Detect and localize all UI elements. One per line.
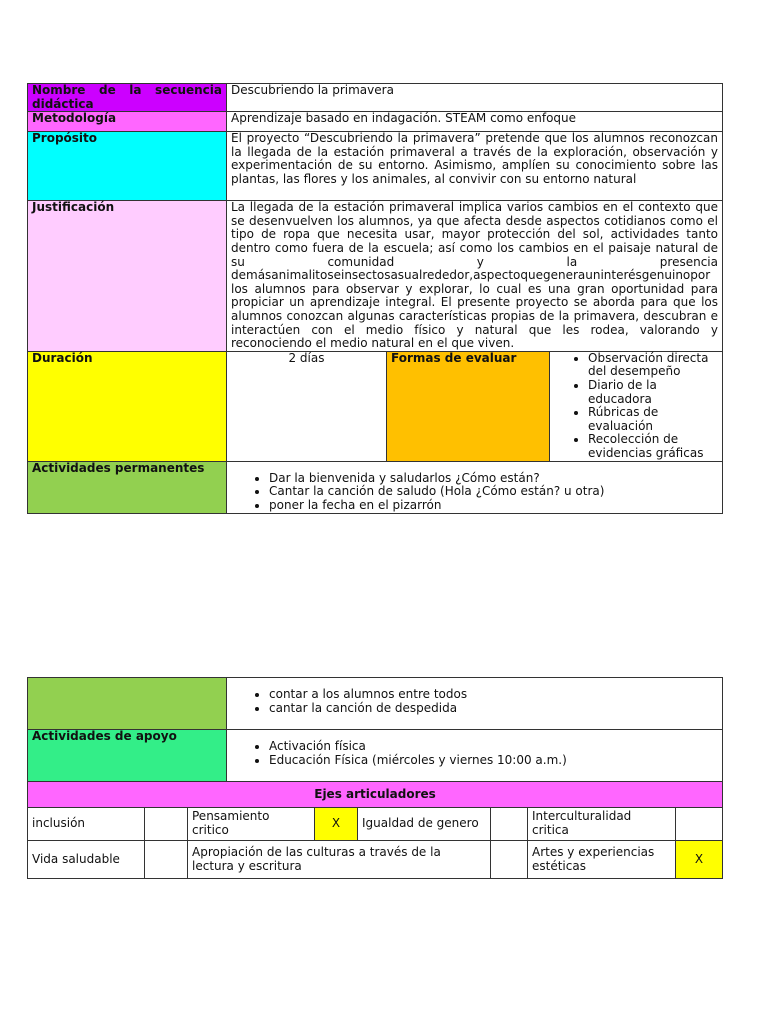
axes-header: Ejes articuladores [28, 782, 723, 808]
justification-value: La llegada de la estación primaveral implica varios cambios en el contexto que se desenvuelven los alumnos, ya que afecta desde aspectos cotidianos como el tipo de ropa que necesita usar, mayor protección del sol, actividades tanto dentro como fuera de la escuela; así como los cambios en el paisaje natural de su comunidad y la presencia demásanimalitoseinsectosasualrededor,aspectoquegenerauninterésgenuinopor los alumnos para observar y explorar, lo cual es una gran oportunidad para propiciar un aprendizaje integral. El presente proyecto se aborda para que los alumnos conozcan algunas características propias de la primavera, descubran e interactúen con el medio físico y natural que les rodea, valorando y reconociendo el medio natural en el que viven. [227, 201, 723, 352]
axis-interculturality-mark [676, 808, 723, 841]
axis-gender-equality-mark [491, 808, 528, 841]
sequence-table [27, 83, 723, 514]
list-item: • contar a los alumnos entre todos [269, 688, 718, 702]
list-item: • Observación directa del desempeño [588, 352, 718, 379]
permanent-activities-cell [227, 461, 723, 513]
support-group-a-list [231, 688, 718, 715]
axis-healthy-life-mark [145, 841, 188, 879]
duration-label: Duración [28, 351, 227, 461]
axis-healthy-life: Vida saludable [28, 841, 145, 879]
sequence-name-label: Nombre de la secuencia didáctica [28, 84, 227, 112]
list-item: • Diario de la educadora [588, 379, 718, 406]
list-item: • poner la fecha en el pizarrón [269, 499, 718, 513]
list-item: • Cantar la canción de saludo (Hola ¿Cómo están? u otra) [269, 485, 718, 499]
axis-inclusion-mark [145, 808, 188, 841]
permanent-activities-list [231, 472, 718, 513]
list-item: • Activación física [269, 740, 718, 754]
list-item: • Dar la bienvenida y saludarlos ¿Cómo están? [269, 472, 718, 486]
support-group-b-cell [227, 730, 723, 782]
sequence-name-value: Descubriendo la primavera [227, 84, 723, 112]
list-item: • cantar la canción de despedida [269, 702, 718, 716]
axis-inclusion: inclusión [28, 808, 145, 841]
list-item: • Recolección de evidencias gráficas [588, 433, 718, 460]
method-value: Aprendizaje basado en indagación. STEAM como enfoque [227, 112, 723, 132]
permanent-activities-label: Actividades permanentes [28, 461, 227, 513]
axis-reading-writing: Apropiación de las culturas a través de la lectura y escritura [188, 841, 491, 879]
axis-interculturality: Interculturalidad critica [528, 808, 676, 841]
axis-arts-mark: X [676, 841, 723, 879]
evaluation-label: Formas de evaluar [387, 351, 550, 461]
purpose-label: Propósito [28, 132, 227, 201]
axes-table [27, 781, 723, 879]
axis-arts: Artes y experiencias estéticas [528, 841, 676, 879]
method-label: Metodología [28, 112, 227, 132]
support-activities-table [27, 677, 723, 782]
evaluation-list [554, 352, 718, 461]
list-item: • Rúbricas de evaluación [588, 406, 718, 433]
axis-critical-thinking: Pensamiento critico [188, 808, 315, 841]
support-activities-label: Actividades de apoyo [28, 730, 227, 782]
evaluation-cell [550, 351, 723, 461]
duration-value: 2 días [227, 351, 387, 461]
list-item: • Educación Física (miércoles y viernes 10:00 a.m.) [269, 754, 718, 768]
support-top-label-cell [28, 678, 227, 730]
axis-gender-equality: Igualdad de genero [358, 808, 491, 841]
axis-reading-writing-mark [491, 841, 528, 879]
purpose-value: El proyecto “Descubriendo la primavera” pretende que los alumnos reconozcan la llegada de la estación primaveral a través de la exploración, observación y experimentación de su entorno. Asimismo, amplíen su conocimiento sobre las plantas, las flores y los animales, al convivir con su entorno natural [227, 132, 723, 201]
support-group-a-cell [227, 678, 723, 730]
justification-label: Justificación [28, 201, 227, 352]
axis-critical-thinking-mark: X [315, 808, 358, 841]
support-group-b-list [231, 740, 718, 767]
